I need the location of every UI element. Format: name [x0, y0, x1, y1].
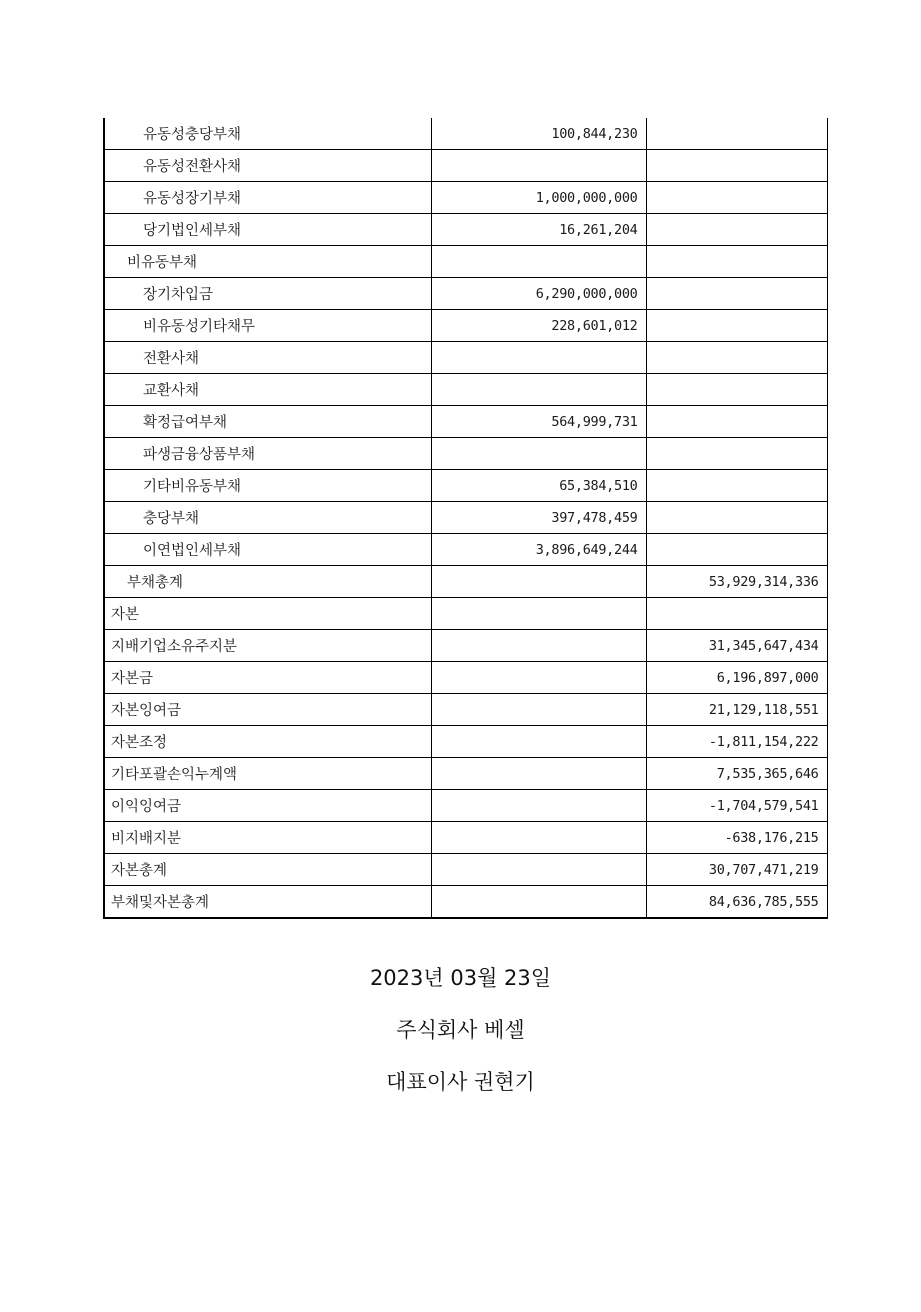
sub-amount [431, 630, 646, 662]
total-amount: 7,535,365,646 [646, 758, 827, 790]
representative [0, 1066, 921, 1096]
total-amount [646, 310, 827, 342]
table-row [104, 470, 827, 502]
table-row [104, 310, 827, 342]
company-name-text: 주식회사 베셀 [396, 1018, 525, 1042]
table-row [104, 406, 827, 438]
total-amount [646, 534, 827, 566]
account-label: 이익잉여금 [104, 790, 431, 822]
sub-amount [431, 758, 646, 790]
table-row [104, 726, 827, 758]
account-label: 유동성충당부채 [104, 118, 431, 150]
total-amount: 6,196,897,000 [646, 662, 827, 694]
total-amount [646, 278, 827, 310]
total-amount: -1,704,579,541 [646, 790, 827, 822]
sub-amount [431, 790, 646, 822]
total-amount [646, 438, 827, 470]
table-row [104, 662, 827, 694]
total-amount: 30,707,471,219 [646, 854, 827, 886]
sub-amount [431, 886, 646, 919]
sub-amount [431, 246, 646, 278]
account-label: 지배기업소유주지분 [104, 630, 431, 662]
account-label: 전환사채 [104, 342, 431, 374]
table-row [104, 278, 827, 310]
sub-amount: 100,844,230 [431, 118, 646, 150]
account-label: 확정급여부채 [104, 406, 431, 438]
balance-sheet-table [103, 118, 828, 919]
table-row [104, 214, 827, 246]
account-label: 부채총계 [104, 566, 431, 598]
sub-amount [431, 566, 646, 598]
table-row [104, 598, 827, 630]
table-row [104, 822, 827, 854]
sub-amount: 3,896,649,244 [431, 534, 646, 566]
sub-amount: 564,999,731 [431, 406, 646, 438]
account-label: 비지배지분 [104, 822, 431, 854]
table-row [104, 374, 827, 406]
total-amount: 21,129,118,551 [646, 694, 827, 726]
account-label: 기타포괄손익누계액 [104, 758, 431, 790]
account-label: 당기법인세부채 [104, 214, 431, 246]
sub-amount: 6,290,000,000 [431, 278, 646, 310]
balance-sheet [103, 118, 826, 919]
total-amount [646, 342, 827, 374]
sub-amount [431, 854, 646, 886]
table-row [104, 886, 827, 919]
total-amount [646, 502, 827, 534]
total-amount [646, 150, 827, 182]
total-amount [646, 470, 827, 502]
account-label: 기타비유동부채 [104, 470, 431, 502]
total-amount [646, 374, 827, 406]
account-label: 교환사채 [104, 374, 431, 406]
sub-amount [431, 342, 646, 374]
sub-amount [431, 374, 646, 406]
account-label: 이연법인세부채 [104, 534, 431, 566]
total-amount: 31,345,647,434 [646, 630, 827, 662]
table-row [104, 758, 827, 790]
account-label: 비유동성기타채무 [104, 310, 431, 342]
table-row [104, 790, 827, 822]
total-amount: 84,636,785,555 [646, 886, 827, 919]
account-label: 비유동부채 [104, 246, 431, 278]
sub-amount [431, 694, 646, 726]
table-row [104, 694, 827, 726]
account-label: 자본금 [104, 662, 431, 694]
sub-amount: 228,601,012 [431, 310, 646, 342]
representative-text: 대표이사 권현기 [386, 1070, 535, 1094]
report-date-text: 2023년 03월 23일 [369, 966, 552, 990]
table-row [104, 342, 827, 374]
account-label: 파생금융상품부채 [104, 438, 431, 470]
report-date [0, 962, 921, 992]
total-amount [646, 406, 827, 438]
total-amount [646, 246, 827, 278]
total-amount [646, 118, 827, 150]
total-amount: 53,929,314,336 [646, 566, 827, 598]
table-row [104, 118, 827, 150]
total-amount: -638,176,215 [646, 822, 827, 854]
sub-amount [431, 726, 646, 758]
total-amount [646, 182, 827, 214]
account-label: 자본총계 [104, 854, 431, 886]
table-row [104, 534, 827, 566]
sub-amount: 1,000,000,000 [431, 182, 646, 214]
table-row [104, 630, 827, 662]
total-amount: -1,811,154,222 [646, 726, 827, 758]
sub-amount [431, 438, 646, 470]
table-row [104, 566, 827, 598]
sub-amount [431, 598, 646, 630]
sub-amount [431, 822, 646, 854]
table-row [104, 502, 827, 534]
sub-amount [431, 150, 646, 182]
sub-amount: 65,384,510 [431, 470, 646, 502]
table-row [104, 854, 827, 886]
account-label: 충당부채 [104, 502, 431, 534]
sub-amount: 397,478,459 [431, 502, 646, 534]
table-row [104, 438, 827, 470]
table-row [104, 150, 827, 182]
sub-amount: 16,261,204 [431, 214, 646, 246]
company-name [0, 1014, 921, 1044]
account-label: 자본 [104, 598, 431, 630]
account-label: 유동성전환사채 [104, 150, 431, 182]
table-row [104, 182, 827, 214]
account-label: 장기차입금 [104, 278, 431, 310]
account-label: 유동성장기부채 [104, 182, 431, 214]
total-amount [646, 598, 827, 630]
sub-amount [431, 662, 646, 694]
balance-sheet-rows [104, 118, 827, 918]
account-label: 자본조정 [104, 726, 431, 758]
table-row [104, 246, 827, 278]
total-amount [646, 214, 827, 246]
account-label: 부채및자본총계 [104, 886, 431, 919]
account-label: 자본잉여금 [104, 694, 431, 726]
